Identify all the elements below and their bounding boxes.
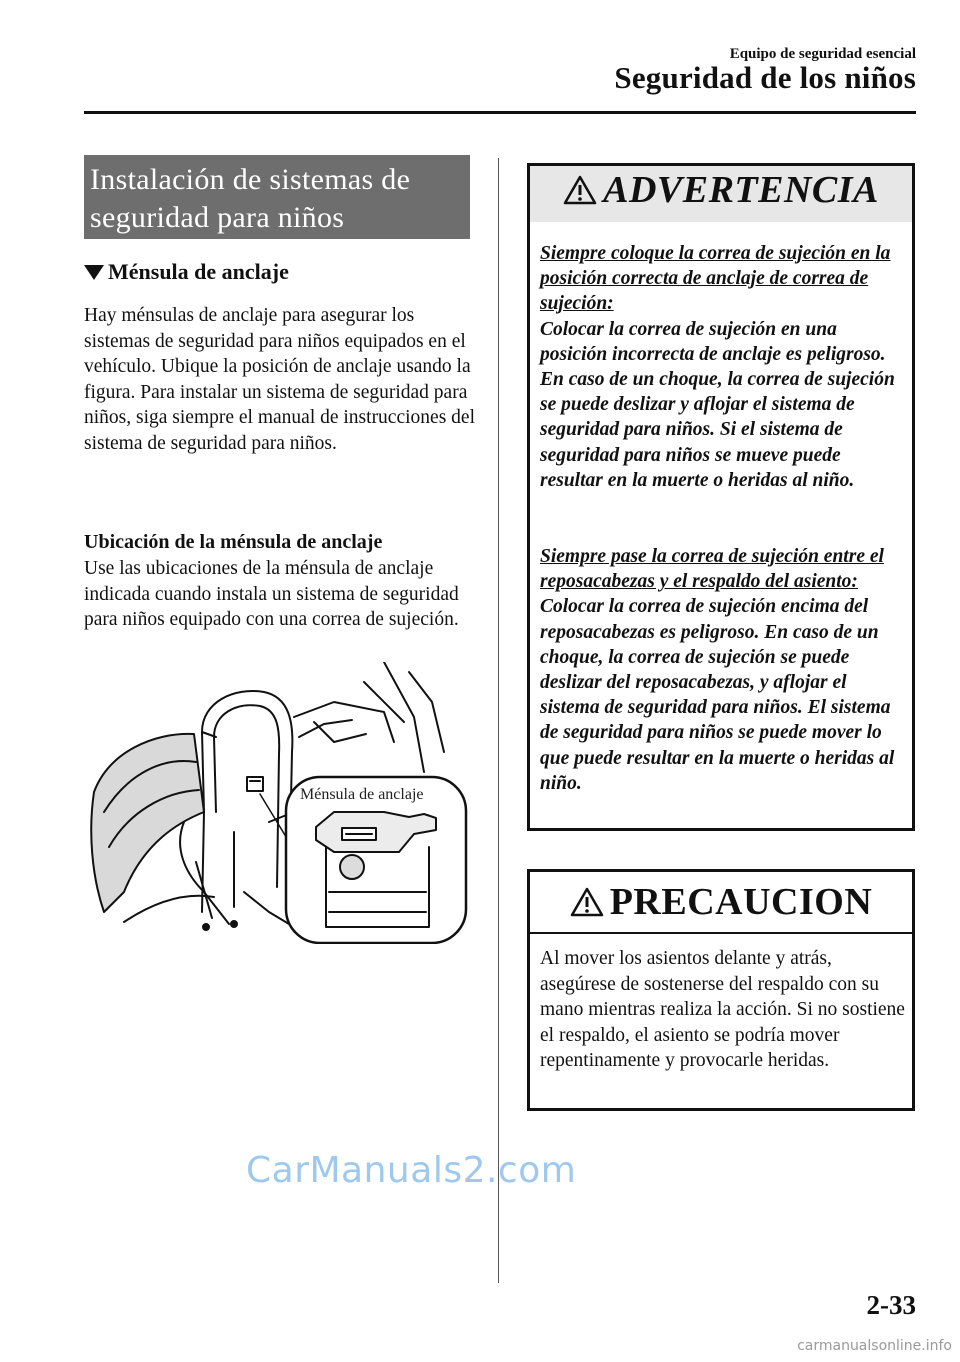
triangle-bullet-icon	[84, 265, 104, 280]
section-title-line1: Instalación de sistemas de	[90, 163, 411, 196]
figure-label: Ménsula de anclaje	[300, 786, 424, 803]
chapter-title: Equipo de seguridad esencial	[729, 46, 916, 62]
warning-item-1-heading: Siempre coloque la correa de sujeción en la posición correcta de anclaje de correa de sujeción:	[540, 243, 891, 315]
warning-item-1-body: Colocar la correa de sujeción en una posición incorrecta de anclaje es peligroso. En caso de un choque, la correa de sujeción se puede deslizar y aflojar el sistema de seguridad para niños. Si el sistema de seguridad para niños se mueve puede resultar en la muerte o heridas al niño.	[540, 318, 895, 491]
intro-paragraph: Hay ménsulas de anclaje para asegurar los sistemas de seguridad para niños equipados en el vehículo. Ubique la posición de anclaje usando la figura. Para instalar un sistema de seguridad para niños, siga siempre el manual de instrucciones del sistema de seguridad para niños.	[84, 305, 475, 454]
footer-watermark: carmanualsonline.info	[797, 1338, 952, 1354]
section-title-box	[84, 155, 470, 239]
subheading	[84, 259, 289, 285]
warning-item-2-heading: Siempre pase la correa de sujeción entre el reposacabezas y el respaldo del asiento:	[540, 546, 884, 593]
page-title: Seguridad de los niños	[614, 60, 916, 95]
section-title-line2: seguridad para niños	[90, 201, 345, 234]
caution-label-text: PRECAUCION	[609, 881, 873, 923]
page-number: 2-33	[866, 1290, 916, 1320]
subheading-text: Ménsula de anclaje	[108, 259, 289, 284]
header-rule	[84, 111, 916, 114]
caution-rule	[530, 932, 912, 934]
warning-item-1	[540, 241, 908, 493]
caution-triangle-icon	[570, 887, 604, 917]
watermark: CarManuals2.com	[246, 1150, 577, 1191]
location-paragraph: Use las ubicaciones de la ménsula de anclaje indicada cuando instala un sistema de seguridad para niños equipado con una correa de sujeción.	[84, 558, 459, 630]
caution-body: Al mover los asientos delante y atrás, asegúrese de sostenerse del respaldo con su mano mientras realiza la acción. Si no sostiene el respaldo, el asiento se podría mover repentinamente y provocarle heridas.	[540, 948, 905, 1071]
warning-label	[530, 168, 912, 212]
column-divider	[498, 158, 499, 1283]
warning-label-text: ADVERTENCIA	[603, 169, 879, 211]
warning-item-2	[540, 544, 908, 796]
warning-item-2-body: Colocar la correa de sujeción encima del reposacabezas es peligroso. En caso de un choque, la correa de sujeción se puede deslizar del reposacabezas, y aflojar el sistema de seguridad para niños. El sistema de seguridad para niños se puede mover lo que puede resultar en la muerte o heridas al niño.	[540, 596, 895, 794]
caution-label	[530, 880, 912, 924]
location-heading: Ubicación de la ménsula de anclaje	[84, 531, 383, 553]
warning-triangle-icon	[563, 175, 597, 205]
